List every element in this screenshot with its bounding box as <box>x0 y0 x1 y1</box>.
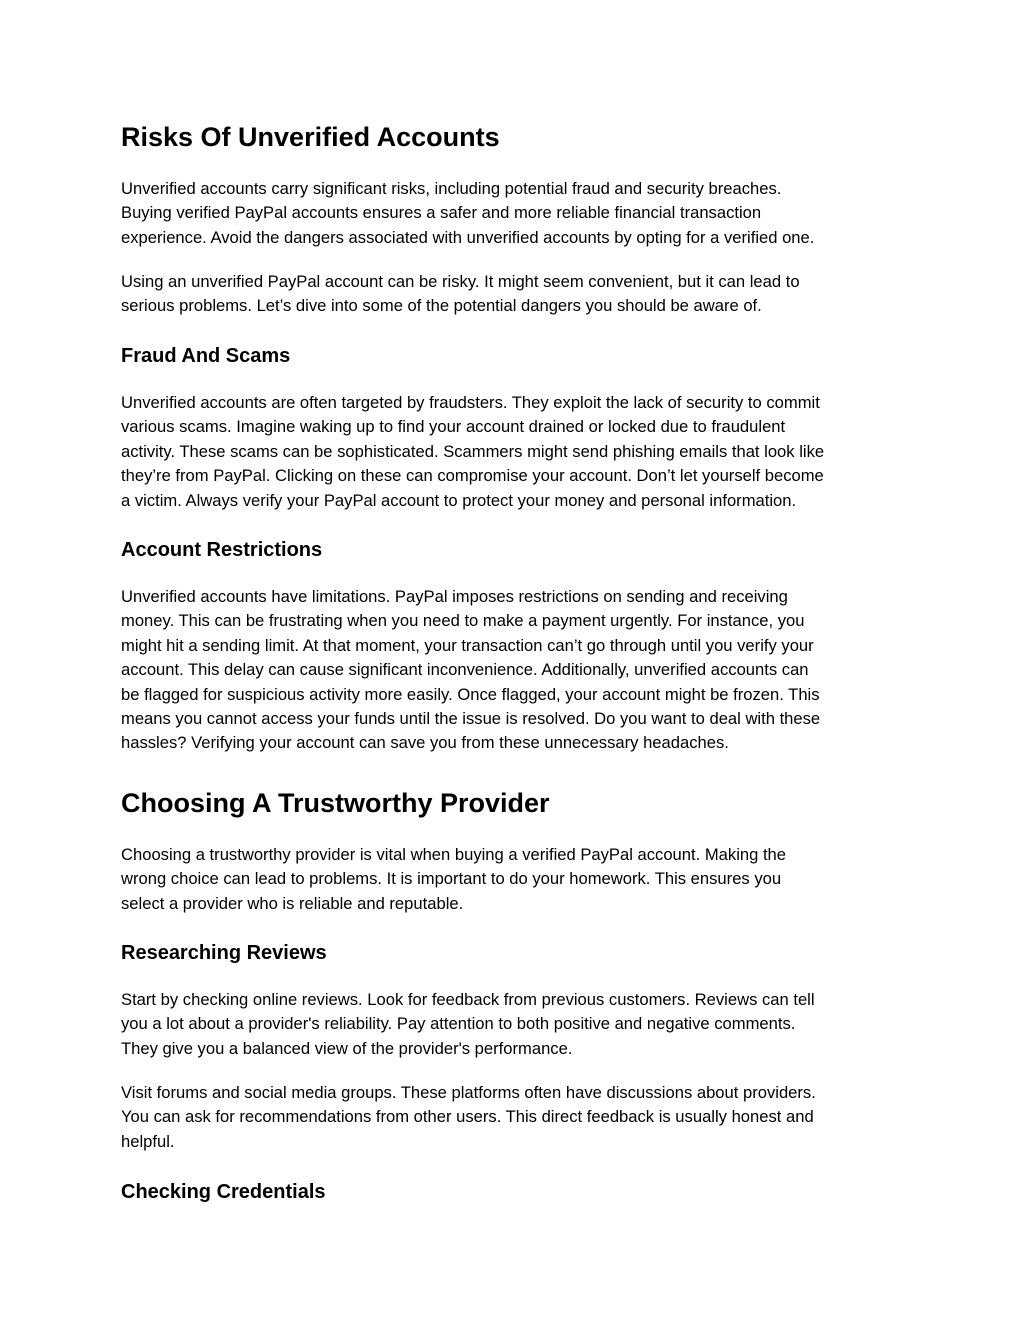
text-line: a victim. Always verify your PayPal account to protect your money and personal information. <box>121 490 797 510</box>
paragraph-provider-intro <box>121 843 911 916</box>
text-line: helpful. <box>121 1131 175 1151</box>
text-line: wrong choice can lead to problems. It is important to do your homework. This ensures you <box>121 869 782 889</box>
text-line: activity. These scams can be sophisticated. Scammers might send phishing emails that look like <box>121 441 825 461</box>
text-line: You can ask for recommendations from other users. This direct feedback is usually honest and <box>121 1107 814 1127</box>
paragraph-reviews-1 <box>121 988 911 1061</box>
text-line: Visit forums and social media groups. These platforms often have discussions about providers. <box>121 1083 816 1102</box>
subsection-heading-fraud: Fraud And Scams <box>121 345 291 367</box>
paragraph-reviews-2 <box>121 1081 911 1154</box>
paragraph-restrictions <box>121 585 911 756</box>
text-line: you a lot about a provider's reliability. Pay attention to both positive and negative comments. <box>121 1014 796 1034</box>
text-line: they’re from PayPal. Clicking on these can compromise your account. Don’t let yourself become <box>121 466 824 486</box>
text-line: Unverified accounts are often targeted by fraudsters. They exploit the lack of security to commit <box>121 393 820 412</box>
subsection-heading-reviews: Researching Reviews <box>121 942 327 964</box>
text-line: experience. Avoid the dangers associated with unverified accounts by opting for a verified one. <box>121 227 815 247</box>
text-line: account. This delay can cause significant inconvenience. Additionally, unverified accounts can <box>121 660 809 680</box>
text-line: hassles? Verifying your account can save you from these unnecessary headaches. <box>121 733 729 753</box>
text-line: select a provider who is reliable and reputable. <box>121 893 464 913</box>
paragraph-risks-intro <box>121 177 911 250</box>
text-line: Start by checking online reviews. Look for feedback from previous customers. Reviews can tell <box>121 990 815 1009</box>
text-line: Choosing a trustworthy provider is vital when buying a verified PayPal account. Making the <box>121 845 787 864</box>
text-line: various scams. Imagine waking up to find your account drained or locked due to fraudulent <box>121 417 786 437</box>
text-line: Using an unverified PayPal account can be risky. It might seem convenient, but it can lead to <box>121 272 800 291</box>
text-line: money. This can be frustrating when you need to make a payment urgently. For instance, you <box>121 611 805 631</box>
text-line: serious problems. Let’s dive into some of the potential dangers you should be aware of. <box>121 296 762 316</box>
subsection-heading-restrictions: Account Restrictions <box>121 539 323 561</box>
section-heading-provider: Choosing A Trustworthy Provider <box>121 788 550 818</box>
text-line: be flagged for suspicious activity more easily. Once flagged, your account might be frozen. This <box>121 684 820 704</box>
subsection-heading-credentials: Checking Credentials <box>121 1181 326 1203</box>
text-line: Unverified accounts carry significant risks, including potential fraud and security breaches. <box>121 179 782 198</box>
paragraph-risks-dangers <box>121 270 911 319</box>
text-line: might hit a sending limit. At that moment, your transaction can’t go through until you verify your <box>121 635 814 655</box>
text-line: means you cannot access your funds until the issue is resolved. Do you want to deal with these <box>121 709 821 729</box>
paragraph-fraud <box>121 391 911 513</box>
section-heading-risks: Risks Of Unverified Accounts <box>121 122 500 152</box>
text-line: Buying verified PayPal accounts ensures a safer and more reliable financial transaction <box>121 203 762 223</box>
text-line: They give you a balanced view of the provider's performance. <box>121 1038 573 1058</box>
text-line: Unverified accounts have limitations. PayPal imposes restrictions on sending and receiving <box>121 587 788 606</box>
